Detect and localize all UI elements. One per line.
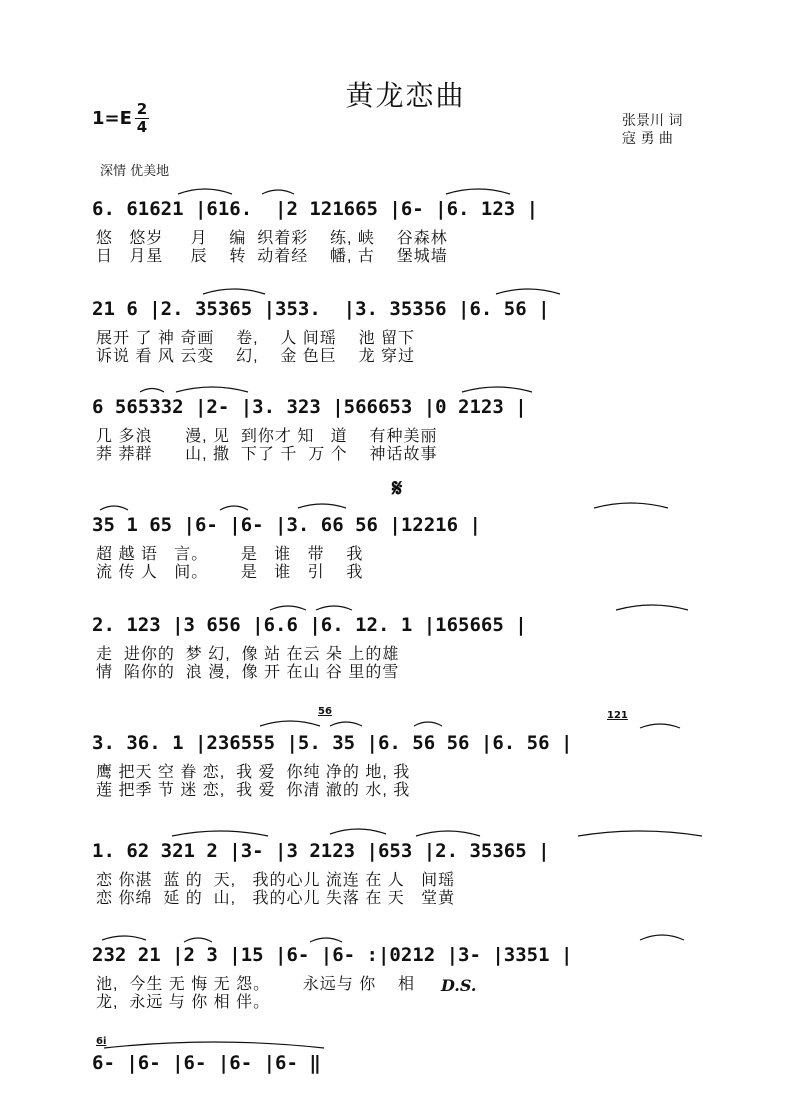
lyrics-verse-1: 走 进你的 梦 幻, 像 站 在云 朵 上的雄 [96, 646, 400, 663]
slur [262, 190, 294, 194]
lyrics-verse-1: 恋 你湛 蓝 的 天, 我的心儿 流连 在 人 间瑶 [96, 872, 456, 889]
slur [260, 721, 320, 726]
lyrics-verse-2: 诉说 看 风 云变 幻, 金 色巨 龙 穿过 [96, 348, 416, 365]
time-signature-bottom: 4 [136, 118, 148, 136]
slur [102, 936, 146, 940]
lyrics-verse-2: 日 月星 辰 转 动着经 幡, 古 堡城墙 [96, 248, 448, 265]
slur [640, 724, 680, 728]
dal-segno-mark: D.S. [441, 976, 477, 995]
slur [100, 506, 128, 510]
grace-note: 56 [318, 706, 332, 717]
tempo-marking: 深情 优美地 [100, 164, 170, 179]
slur [496, 289, 560, 294]
lyrics-verse-2: 情 陷你的 浪 漫, 像 开 在山 谷 里的雪 [96, 664, 400, 681]
grace-note: 6i [96, 1036, 107, 1047]
notation-line: 232 21 |2 3 |15 |6- |6- :|0212 |3- |3351 | [92, 944, 573, 966]
slur [140, 389, 164, 393]
lyrics-verse-2: 流 传 人 间。 是 谁 引 我 [96, 564, 364, 581]
slur [172, 831, 268, 836]
lyrics-verse-2: 龙, 永远 与 你 相 伴。 [96, 994, 271, 1011]
notation-line: 3. 36. 1 |236555 |5. 35 |6. 56 56 |6. 56 | [92, 732, 573, 754]
slur [203, 289, 265, 294]
lyrics-verse-1: 池, 今生 无 悔 无 怨。 永远与 你 相 [96, 976, 416, 993]
slur [184, 938, 212, 942]
slur [316, 606, 352, 610]
slur [462, 387, 532, 392]
lyrics-verse-1: 几 多浪 漫, 见 到你才 知 道 有种美丽 [96, 428, 438, 445]
slur [414, 722, 442, 726]
lyrics-verse-1: 超 越 语 言。 是 谁 带 我 [96, 546, 364, 563]
slur [270, 606, 306, 610]
slur [330, 722, 362, 726]
slur [640, 935, 684, 940]
song-title: 黄龙恋曲 [345, 79, 466, 112]
time-signature-top: 2 [136, 100, 148, 118]
notation-line: 35 1 65 |6- |6- |3. 66 56 |12216 | [92, 514, 481, 536]
key-signature: 1=E [92, 108, 132, 129]
slur [330, 829, 386, 834]
slur [220, 506, 248, 510]
notation-line: 6- |6- |6- |6- |6- ‖ [92, 1052, 321, 1074]
slur [416, 831, 480, 836]
lyrics-verse-2: 莽 莽群 山, 撒 下了 千 万 个 神话故事 [96, 446, 438, 463]
slur [104, 1042, 324, 1048]
composer-credit: 寇 勇 曲 [622, 131, 673, 147]
slur [616, 605, 688, 610]
slur [310, 938, 342, 942]
slur [178, 189, 232, 194]
notation-line: 6 565332 |2- |3. 323 |566653 |0 2123 | [92, 396, 527, 418]
slur [298, 504, 346, 508]
notation-line: 1. 62 321 2 |3- |3 2123 |653 |2. 35365 | [92, 840, 550, 862]
slur [578, 831, 702, 836]
lyrics-verse-1: 鹰 把天 空 眷 恋, 我 爱 你纯 净的 地, 我 [96, 764, 411, 781]
notation-line: 2. 123 |3 656 |6.6 |6. 12. 1 |165665 | [92, 614, 527, 636]
lyrics-verse-1: 悠 悠岁 月 编 织着彩 练, 峡 谷森林 [96, 230, 448, 247]
lyrics-verse-2: 恋 你绵 延 的 山, 我的心儿 失落 在 天 堂黄 [96, 890, 456, 907]
slur [446, 189, 510, 194]
grace-note: 121 [607, 710, 628, 721]
segno-sign: 𝄋 [392, 474, 403, 502]
notation-line: 6. 61621 |616. |2 121665 |6- |6. 123 | [92, 198, 539, 220]
lyrics-verse-1: 展开 了 神 奇画 卷, 人 间瑶 池 留下 [96, 330, 416, 347]
slur [594, 503, 668, 508]
lyrics-verse-2: 莲 把季 节 迷 恋, 我 爱 你清 澈的 水, 我 [96, 782, 411, 799]
slur [176, 387, 248, 392]
lyricist-credit: 张景川 词 [622, 113, 683, 129]
notation-line: 21 6 |2. 35365 |353. |3. 35356 |6. 56 | [92, 298, 550, 320]
